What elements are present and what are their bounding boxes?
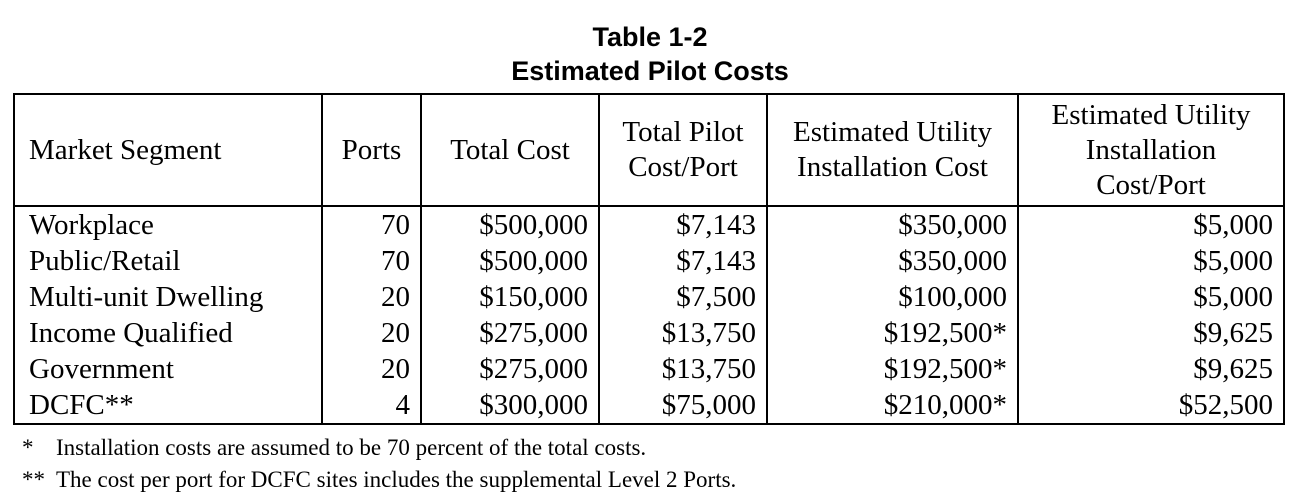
table-footnotes	[22, 432, 736, 496]
table-row	[14, 243, 1284, 279]
cost-per-port-cell: $13,750	[599, 315, 767, 351]
segment-cell: Workplace	[14, 206, 322, 243]
table-title	[0, 20, 1300, 88]
cost-per-port-cell: $75,000	[599, 387, 767, 424]
column-header: Ports	[322, 94, 421, 206]
segment-cell: Public/Retail	[14, 243, 322, 279]
ports-cell: 70	[322, 206, 421, 243]
cost-per-port-cell: $7,143	[599, 243, 767, 279]
utility-install-cost-cell: $192,500*	[767, 351, 1018, 387]
total-cost-cell: $275,000	[421, 315, 599, 351]
table-row	[14, 351, 1284, 387]
table-row	[14, 206, 1284, 243]
cost-per-port-cell: $7,143	[599, 206, 767, 243]
ports-cell: 20	[322, 351, 421, 387]
segment-cell: DCFC**	[14, 387, 322, 424]
total-cost-cell: $275,000	[421, 351, 599, 387]
table-caption: Estimated Pilot Costs	[511, 56, 789, 86]
utility-install-cost-per-port-cell: $9,625	[1018, 351, 1284, 387]
ports-cell: 4	[322, 387, 421, 424]
header-row	[14, 94, 1284, 206]
utility-install-cost-per-port-cell: $5,000	[1018, 243, 1284, 279]
utility-install-cost-per-port-cell: $9,625	[1018, 315, 1284, 351]
table-row	[14, 387, 1284, 424]
table-row	[14, 315, 1284, 351]
footnote-text: The cost per port for DCFC sites includes the supplemental Level 2 Ports.	[56, 467, 737, 492]
utility-install-cost-cell: $210,000*	[767, 387, 1018, 424]
cost-per-port-cell: $7,500	[599, 279, 767, 315]
table-number: Table 1-2	[592, 22, 708, 52]
cost-per-port-cell: $13,750	[599, 351, 767, 387]
column-header: Estimated Utility Installation Cost	[767, 94, 1018, 206]
segment-cell: Income Qualified	[14, 315, 322, 351]
footnote-marker: **	[22, 467, 45, 492]
footnote-text: Installation costs are assumed to be 70 percent of the total costs.	[56, 435, 647, 460]
footnote-marker: *	[22, 435, 34, 460]
total-cost-cell: $150,000	[421, 279, 599, 315]
total-cost-cell: $500,000	[421, 206, 599, 243]
pilot-costs-table	[13, 93, 1285, 425]
column-header: Total Cost	[421, 94, 599, 206]
column-header: Market Segment	[14, 94, 322, 206]
total-cost-cell: $500,000	[421, 243, 599, 279]
column-header: Total Pilot Cost/Port	[599, 94, 767, 206]
footnote	[22, 432, 736, 464]
total-cost-cell: $300,000	[421, 387, 599, 424]
utility-install-cost-per-port-cell: $52,500	[1018, 387, 1284, 424]
table-row	[14, 279, 1284, 315]
footnote	[22, 464, 736, 496]
utility-install-cost-per-port-cell: $5,000	[1018, 279, 1284, 315]
utility-install-cost-cell: $350,000	[767, 206, 1018, 243]
column-header: Estimated Utility Installation Cost/Port	[1018, 94, 1284, 206]
ports-cell: 70	[322, 243, 421, 279]
utility-install-cost-cell: $100,000	[767, 279, 1018, 315]
utility-install-cost-per-port-cell: $5,000	[1018, 206, 1284, 243]
segment-cell: Government	[14, 351, 322, 387]
utility-install-cost-cell: $192,500*	[767, 315, 1018, 351]
ports-cell: 20	[322, 315, 421, 351]
segment-cell: Multi-unit Dwelling	[14, 279, 322, 315]
utility-install-cost-cell: $350,000	[767, 243, 1018, 279]
ports-cell: 20	[322, 279, 421, 315]
